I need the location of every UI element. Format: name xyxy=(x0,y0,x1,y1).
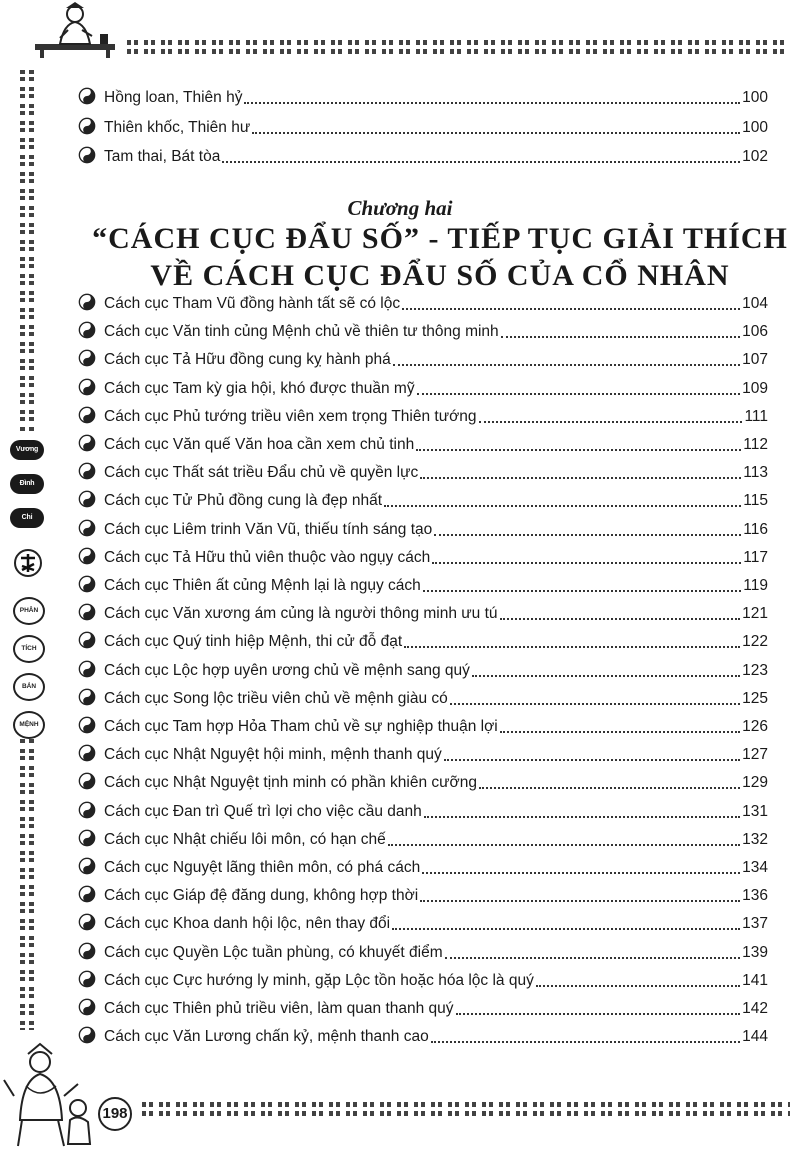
toc-dot-leader xyxy=(424,812,740,818)
yin-yang-bullet-icon xyxy=(78,772,96,790)
side-tab-column xyxy=(8,440,46,749)
side-tab-ban: BẢN xyxy=(13,673,45,701)
toc-entry-page: 104 xyxy=(742,295,768,312)
toc-entry-title: Hồng loan, Thiên hỷ xyxy=(104,89,243,106)
toc-entry-page: 112 xyxy=(743,436,768,453)
toc-entry-page: 113 xyxy=(743,464,768,482)
chapter-title-line-1: “CÁCH CỤC ĐẨU SỐ” - TIẾP TỤC GIẢI THÍCH xyxy=(92,222,788,255)
page-number: 198 xyxy=(98,1097,132,1131)
toc-entry-page: 132 xyxy=(742,830,768,848)
toc-dot-leader xyxy=(431,1037,740,1043)
yin-yang-bullet-icon xyxy=(78,146,96,164)
toc-dot-leader xyxy=(500,727,740,733)
toc-entry-page: 111 xyxy=(744,407,768,425)
bottom-ornamental-border xyxy=(140,1102,790,1116)
toc-entry xyxy=(78,1023,768,1047)
toc-entry xyxy=(78,318,768,342)
toc-dot-leader xyxy=(416,445,741,451)
yin-yang-bullet-icon xyxy=(78,970,96,988)
toc-entry-title: Cách cục Tả Hữu đồng cung kỵ hành phá xyxy=(104,351,391,369)
toc-dot-leader xyxy=(423,586,741,592)
toc-entry xyxy=(78,628,768,652)
toc-entry xyxy=(78,910,768,934)
toc-entry-page: 107 xyxy=(742,351,768,369)
yin-yang-bullet-icon xyxy=(78,462,96,480)
toc-entry xyxy=(78,375,768,399)
toc-dot-leader xyxy=(420,896,740,902)
yin-yang-bullet-icon xyxy=(78,519,96,537)
yin-yang-bullet-icon xyxy=(78,660,96,678)
toc-entry-page: 122 xyxy=(742,633,768,651)
left-ornamental-border-upper xyxy=(20,68,34,433)
side-tab-tich: TÍCH xyxy=(13,635,45,663)
yin-yang-bullet-icon xyxy=(78,434,96,452)
yin-yang-bullet-icon xyxy=(78,378,96,396)
toc-entry xyxy=(78,854,768,878)
toc-entry-title: Cách cục Thất sát triều Đẩu chủ về quyền lực xyxy=(104,464,419,482)
toc-dot-leader xyxy=(432,558,741,564)
toc-dot-leader xyxy=(422,868,740,874)
toc-entry-title: Cách cục Quý tinh hiệp Mệnh, thi cử đỗ đạt xyxy=(104,633,403,651)
yin-yang-bullet-icon xyxy=(78,321,96,339)
toc-entry-title: Cách cục Tam kỳ gia hội, khó được thuần mỹ xyxy=(104,379,415,397)
toc-entry-page: 134 xyxy=(742,859,768,876)
toc-entry-title: Cách cục Phủ tướng triều viên xem trọng Thiên tướng xyxy=(104,407,477,425)
top-ornamental-border xyxy=(125,40,790,54)
scholar-illustration xyxy=(30,0,120,58)
toc-entry-title: Cách cục Nhật Nguyệt tịnh minh có phần khiên cưỡng xyxy=(104,774,477,792)
toc-entry-title: Cách cục Song lộc triều viên chủ về mệnh giàu có xyxy=(104,689,448,707)
toc-dot-leader xyxy=(536,981,740,987)
yin-yang-bullet-icon xyxy=(78,349,96,367)
toc-entry-page: 109 xyxy=(742,379,768,397)
toc-entry xyxy=(78,995,768,1019)
side-tab-phan: PHÂN xyxy=(13,597,45,625)
yin-yang-bullet-icon xyxy=(78,885,96,903)
yin-yang-bullet-icon xyxy=(78,603,96,621)
toc-dot-leader xyxy=(472,671,740,677)
toc-entry xyxy=(78,544,768,568)
yin-yang-bullet-icon xyxy=(78,87,96,105)
side-tab-menh: MỆNH xyxy=(13,711,45,739)
toc-entry xyxy=(78,967,768,991)
toc-entry-page: 129 xyxy=(742,774,768,792)
toc-entry xyxy=(78,882,768,906)
toc-entry-title: Cách cục Tả Hữu thủ viên thuộc vào ngụy cách xyxy=(104,548,431,566)
toc-dot-leader xyxy=(388,840,740,846)
toc-entry xyxy=(78,713,768,737)
chapter-label: Chương hai xyxy=(347,196,453,220)
toc-entry-page: 141 xyxy=(742,971,768,989)
toc-entry-page: 125 xyxy=(742,689,768,707)
toc-entry-page: 117 xyxy=(743,548,768,566)
toc-entry-title: Cách cục Quyền Lộc tuần phùng, có khuyết điểm xyxy=(104,943,443,961)
yin-yang-bullet-icon xyxy=(78,688,96,706)
yin-yang-bullet-icon xyxy=(78,801,96,819)
toc-dot-leader xyxy=(393,360,740,366)
toc-entry-title: Cách cục Tử Phủ đồng cung là đẹp nhất xyxy=(104,492,383,510)
toc-entry-title: Cách cục Khoa danh hội lộc, nên thay đổi xyxy=(104,915,391,933)
yin-yang-bullet-icon xyxy=(78,293,96,311)
yin-yang-bullet-icon xyxy=(78,547,96,565)
toc-dot-leader xyxy=(222,157,740,163)
toc-entry xyxy=(78,346,768,370)
toc-entry-page: 100 xyxy=(742,118,768,136)
toc-entry-page: 116 xyxy=(743,520,768,538)
toc-entry-title: Cách cục Đan trì Quế trì lợi cho việc cầu danh xyxy=(104,802,422,820)
yin-yang-bullet-icon xyxy=(78,1026,96,1044)
side-tab-chi: Chi xyxy=(10,508,44,528)
warrior-illustration xyxy=(0,1040,100,1150)
toc-entry-page: 142 xyxy=(742,1000,768,1017)
toc-entry-page: 119 xyxy=(743,577,768,594)
yin-yang-bullet-icon xyxy=(78,490,96,508)
toc-entry xyxy=(78,290,768,314)
toc-entry xyxy=(78,685,768,709)
toc-entry-title: Thiên khốc, Thiên hư xyxy=(104,118,251,136)
yin-yang-bullet-icon xyxy=(78,716,96,734)
toc-entry xyxy=(78,487,768,511)
toc-entry xyxy=(78,769,768,793)
toc-dot-leader xyxy=(479,783,740,789)
toc-entry-title: Cách cục Tham Vũ đồng hành tất sẽ có lộc xyxy=(104,295,401,312)
toc-entry xyxy=(78,572,768,596)
toc-entry-title: Cách cục Văn tinh củng Mệnh chủ về thiên tư thông minh xyxy=(104,323,499,341)
toc-entry-page: 139 xyxy=(742,943,768,961)
yin-yang-bullet-icon xyxy=(78,942,96,960)
toc-entry-title: Cách cục Lộc hợp uyên ương chủ về mệnh sang quý xyxy=(104,661,470,679)
yin-yang-bullet-icon xyxy=(78,829,96,847)
toc-entry-page: 127 xyxy=(742,746,768,764)
toc-entry xyxy=(78,939,768,963)
toc-dot-leader xyxy=(392,924,740,930)
toc-entry-page: 102 xyxy=(742,148,768,165)
toc-dot-leader xyxy=(252,128,740,134)
toc-entry xyxy=(78,600,768,624)
yin-yang-bullet-icon xyxy=(78,913,96,931)
side-tab-vuong: Vương xyxy=(10,440,44,460)
toc-entry-page: 115 xyxy=(743,492,768,510)
toc-entry-title: Cách cục Liêm trinh Văn Vũ, thiếu tính sáng tạo xyxy=(104,520,433,538)
toc-entry-page: 123 xyxy=(742,661,768,679)
toc-dot-leader xyxy=(434,530,741,536)
toc-entry-title: Cách cục Văn Lương chấn kỷ, mệnh thanh cao xyxy=(104,1028,429,1046)
toc-entry-title: Cách cục Thiên ất củng Mệnh lại là ngụy cách xyxy=(104,577,421,594)
toc-dot-leader xyxy=(384,501,741,507)
toc-dot-leader xyxy=(479,417,743,423)
toc-entry xyxy=(78,459,768,483)
toc-dot-leader xyxy=(404,642,740,648)
toc-entry xyxy=(78,798,768,822)
yin-yang-bullet-icon xyxy=(78,575,96,593)
toc-entry-title: Cách cục Thiên phủ triều viên, làm quan thanh quý xyxy=(104,1000,454,1017)
toc-entry xyxy=(78,826,768,850)
toc-entry-page: 126 xyxy=(742,718,768,735)
toc-dot-leader xyxy=(501,332,740,338)
toc-entry-page: 121 xyxy=(742,605,768,623)
toc-entry-page: 136 xyxy=(742,887,768,905)
toc-entry-title: Tam thai, Bát tòa xyxy=(104,148,221,165)
toc-dot-leader xyxy=(444,755,740,761)
toc-entry-title: Cách cục Nhật chiếu lôi môn, có hạn chế xyxy=(104,830,386,848)
yin-yang-bullet-icon xyxy=(78,857,96,875)
toc-entry-title: Cách cục Tam hợp Hỏa Tham chủ về sự nghiệp thuận lợi xyxy=(104,718,498,735)
chapter-title-line-2: VỀ CÁCH CỤC ĐẨU SỐ CỦA CỔ NHÂN xyxy=(150,259,730,292)
toc-dot-leader xyxy=(402,304,740,310)
toc-entry xyxy=(78,143,768,167)
toc-entry xyxy=(78,431,768,455)
toc-entry xyxy=(78,741,768,765)
left-ornamental-border-lower xyxy=(20,730,34,1030)
toc-dot-leader xyxy=(417,389,741,395)
toc-entry-title: Cách cục Nhật Nguyệt hội minh, mệnh thanh quý xyxy=(104,746,442,764)
toc-entry-page: 131 xyxy=(742,802,768,820)
toc-dot-leader xyxy=(500,614,741,620)
toc-dot-leader xyxy=(420,473,741,479)
toc-entry-page: 144 xyxy=(742,1028,768,1046)
yin-yang-bullet-icon xyxy=(78,744,96,762)
yin-yang-bullet-icon xyxy=(78,117,96,135)
toc-entry-title: Cách cục Văn quế Văn hoa cần xem chủ tinh xyxy=(104,436,415,453)
toc-entry-title: Cách cục Nguyệt lãng thiên môn, có phá cách xyxy=(104,859,421,876)
toc-entry-title: Cách cục Cực hướng ly minh, gặp Lộc tồn hoặc hóa lộc là quý xyxy=(104,971,534,989)
toc-dot-leader xyxy=(244,98,740,104)
toc-entry-page: 100 xyxy=(742,89,768,106)
toc-entry-page: 106 xyxy=(742,323,768,341)
toc-entry xyxy=(78,657,768,681)
yin-yang-bullet-icon xyxy=(78,406,96,424)
side-tab-dinh: Đình xyxy=(10,474,44,494)
toc-entry xyxy=(78,516,768,540)
toc-dot-leader xyxy=(445,953,741,959)
yin-yang-bullet-icon xyxy=(78,998,96,1016)
toc-entry xyxy=(78,84,768,108)
toc-entry-title: Cách cục Văn xương ám củng là người thông minh ưu tú xyxy=(104,605,498,623)
toc-entry xyxy=(78,403,768,427)
calligraphy-emblem-icon xyxy=(13,548,43,578)
toc-dot-leader xyxy=(450,699,740,705)
toc-entry-title: Cách cục Giáp đệ đăng dung, không hợp thời xyxy=(104,887,419,905)
toc-entry xyxy=(78,114,768,138)
yin-yang-bullet-icon xyxy=(78,631,96,649)
toc-dot-leader xyxy=(456,1009,741,1015)
toc-entry-page: 137 xyxy=(742,915,768,933)
